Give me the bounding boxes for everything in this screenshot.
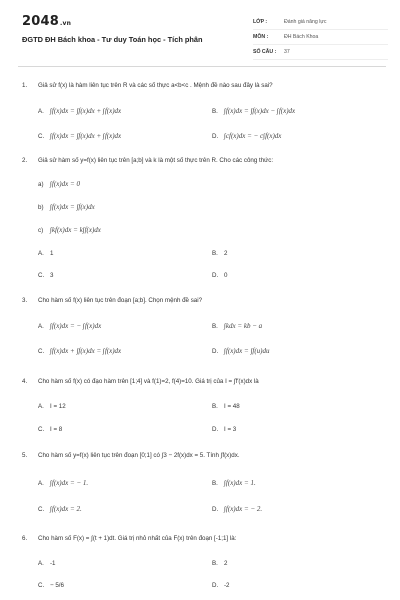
option-c[interactable] <box>38 132 121 140</box>
option-letter: A. <box>38 480 44 487</box>
meta-row-class <box>253 15 388 30</box>
item-label: b) <box>38 204 44 211</box>
meta-row-count <box>253 45 388 60</box>
option-b[interactable] <box>212 250 227 257</box>
question-4 <box>22 378 392 433</box>
option-letter: D. <box>212 426 219 433</box>
option-text: − 5/6 <box>50 582 64 589</box>
item-formula: ∫f(x)dx = 0 <box>50 180 80 188</box>
option-letter: A. <box>38 403 44 410</box>
option-d[interactable] <box>212 426 236 433</box>
formula-item-b <box>38 203 95 211</box>
option-formula: ∫f(x)dx = ∫f(u)du <box>224 347 270 355</box>
question-text: Giả sử f(x) là hàm liên tục trên R và các số thực a<b<c . Mệnh đề nào sau đây là sai? <box>38 82 273 89</box>
option-letter: C. <box>38 272 45 279</box>
option-a[interactable] <box>38 107 121 115</box>
option-a[interactable] <box>38 250 53 257</box>
option-b[interactable] <box>212 560 227 567</box>
option-text: I = 8 <box>50 426 63 433</box>
option-letter: A. <box>38 560 44 567</box>
option-letter: D. <box>212 506 219 513</box>
option-d[interactable] <box>212 505 262 513</box>
formula-item-c <box>38 226 101 234</box>
option-formula: ∫f(x)dx = ∫f(x)dx + ∫f(x)dx <box>50 132 122 140</box>
meta-label: MÔN : <box>253 34 269 40</box>
option-formula: ∫f(x)dx = ∫f(x)dx + ∫f(x)dx <box>50 107 122 115</box>
question-text: Cho hàm số f(x) liên tục trên đoạn [a;b]. Chọn mệnh đề sai? <box>38 297 203 304</box>
option-text: -1 <box>50 560 56 567</box>
option-formula: ∫f(x)dx + ∫f(x)dx = ∫f(x)dx <box>50 347 122 355</box>
question-text: Cho hàm số F(x) = ∫(t + 1)dt. Giá trị nhỏ nhất của F(x) trên đoạn [-1;1] là: <box>38 535 237 542</box>
option-text: 2 <box>224 560 228 567</box>
option-formula: ∫f(x)dx = ∫f(x)dx − ∫f(x)dx <box>224 107 296 115</box>
option-formula: ∫f(x)dx = 2. <box>50 505 82 513</box>
option-letter: C. <box>38 506 45 513</box>
option-d[interactable] <box>212 347 270 355</box>
option-text: 1 <box>50 250 54 257</box>
question-number: 4. <box>22 378 28 385</box>
question-text: Giả sử hàm số y=f(x) liên tục trên [a;b] và k là một số thực trên R. Cho các công thức: <box>38 157 274 164</box>
option-letter: C. <box>38 582 45 589</box>
option-formula: ∫f(x)dx = − ∫f(x)dx <box>50 322 102 330</box>
option-letter: B. <box>212 560 218 567</box>
question-3 <box>22 297 392 357</box>
meta-table <box>253 15 388 60</box>
document-title: ĐGTD ĐH Bách khoa - Tư duy Toán học - Tích phân <box>22 35 203 44</box>
option-b[interactable] <box>212 403 240 410</box>
option-formula: ∫f(x)dx = 1. <box>224 479 256 487</box>
option-letter: A. <box>38 250 44 257</box>
option-letter: B. <box>212 480 218 487</box>
option-letter: C. <box>38 133 45 140</box>
question-number: 6. <box>22 535 28 542</box>
option-text: I = 3 <box>224 426 237 433</box>
option-c[interactable] <box>38 426 62 433</box>
option-a[interactable] <box>38 560 56 567</box>
option-text: I = 12 <box>50 403 66 410</box>
item-label: c) <box>38 227 44 234</box>
option-text: 2 <box>224 250 228 257</box>
meta-row-subject <box>253 30 388 45</box>
option-b[interactable] <box>212 479 256 487</box>
question-1 <box>22 82 392 142</box>
option-formula: ∫kdx = kb − a <box>224 322 263 330</box>
question-number: 1. <box>22 82 28 89</box>
question-text: Cho hàm số y=f(x) liên tục trên đoạn [0;1] có ∫3 − 2f(x)dx = 5. Tính ∫f(x)dx. <box>38 452 240 459</box>
question-number: 2. <box>22 157 28 164</box>
option-text: 3 <box>50 272 54 279</box>
option-b[interactable] <box>212 322 262 330</box>
question-number: 3. <box>22 297 28 304</box>
option-letter: B. <box>212 403 218 410</box>
question-2 <box>22 157 392 277</box>
logo-suffix: .vn <box>59 20 72 27</box>
option-c[interactable] <box>38 347 121 355</box>
option-formula: ∫f(x)dx = − 2. <box>224 505 263 513</box>
option-letter: B. <box>212 108 218 115</box>
option-text: -2 <box>224 582 230 589</box>
page-header <box>0 0 400 66</box>
option-c[interactable] <box>38 582 64 589</box>
question-6 <box>22 535 392 590</box>
item-formula: ∫f(x)dx = ∫f(x)dx <box>50 203 95 211</box>
question-text: Cho hàm số f(x) có đạo hàm trên [1;4] và f(1)=2, f(4)=10. Giá trị của I = ∫f′(x)dx là <box>38 378 259 385</box>
option-a[interactable] <box>38 322 101 330</box>
option-letter: B. <box>212 323 218 330</box>
option-letter: A. <box>38 108 44 115</box>
option-letter: B. <box>212 250 218 257</box>
meta-value: ĐH Bách Khoa <box>284 34 319 40</box>
option-c[interactable] <box>38 505 82 513</box>
option-letter: C. <box>38 426 45 433</box>
option-letter: A. <box>38 323 44 330</box>
option-text: 0 <box>224 272 228 279</box>
option-b[interactable] <box>212 107 295 115</box>
option-c[interactable] <box>38 272 53 279</box>
option-letter: C. <box>38 348 45 355</box>
option-text: I = 48 <box>224 403 240 410</box>
option-d[interactable] <box>212 582 230 589</box>
formula-item-a <box>38 180 80 188</box>
meta-value: Đánh giá năng lực <box>284 19 327 25</box>
option-a[interactable] <box>38 403 66 410</box>
option-formula: ∫f(x)dx = − 1. <box>50 479 89 487</box>
item-label: a) <box>38 181 44 188</box>
site-logo[interactable] <box>22 14 71 29</box>
meta-label: SỐ CÂU : <box>253 49 277 55</box>
logo-text: 2048 <box>22 14 59 29</box>
option-letter: D. <box>212 133 219 140</box>
meta-value: 37 <box>284 49 290 55</box>
item-formula: ∫kf(x)dx = k∫f(x)dx <box>50 226 101 234</box>
option-letter: D. <box>212 272 219 279</box>
meta-label: LỚP : <box>253 19 268 25</box>
option-letter: D. <box>212 348 219 355</box>
header-divider <box>18 66 386 67</box>
option-d[interactable] <box>212 272 227 279</box>
option-formula: ∫cf(x)dx = − c∫f(x)dx <box>224 132 282 140</box>
question-5 <box>22 452 392 512</box>
option-d[interactable] <box>212 132 281 140</box>
option-letter: D. <box>212 582 219 589</box>
option-a[interactable] <box>38 479 88 487</box>
question-number: 5. <box>22 452 28 459</box>
